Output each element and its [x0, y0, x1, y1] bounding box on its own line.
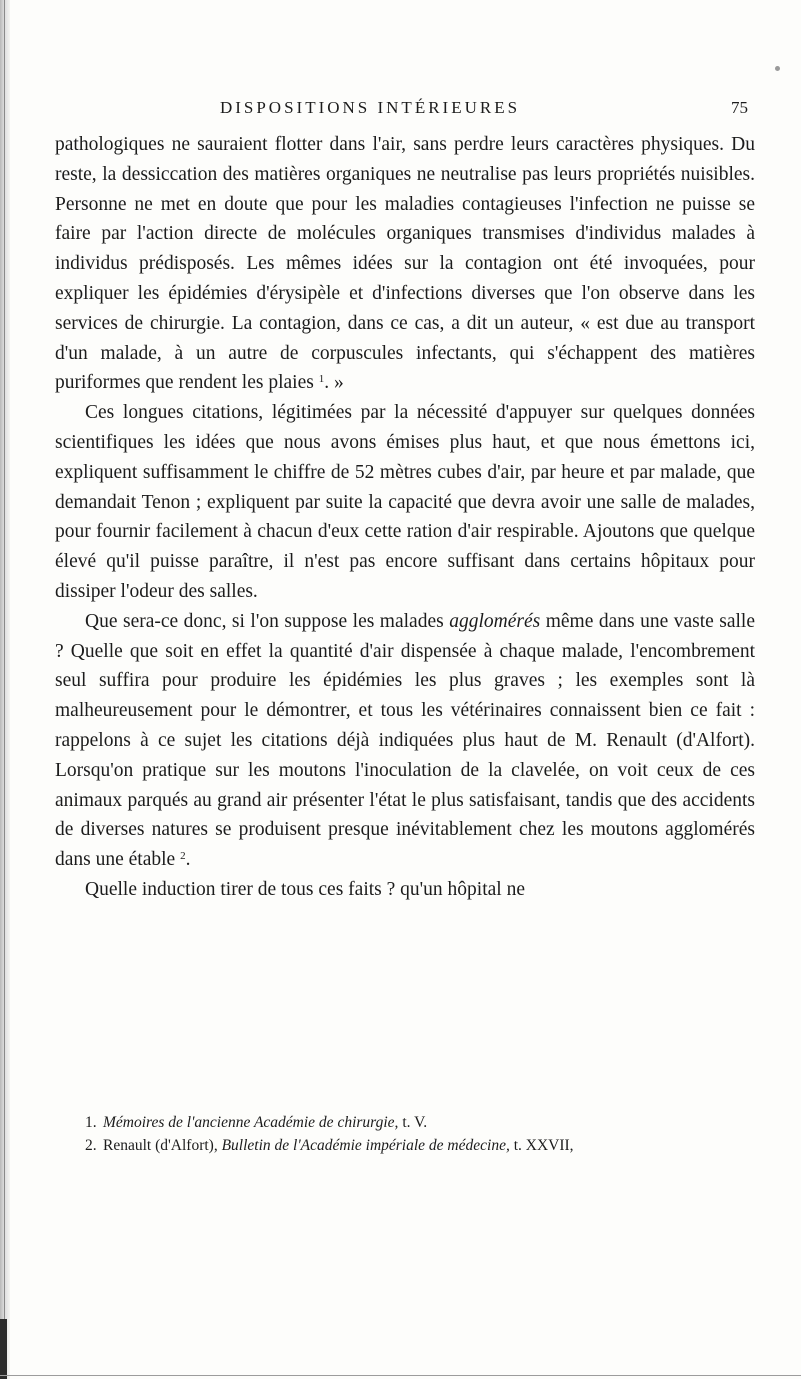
footnote-1 [55, 1111, 755, 1134]
page-spine-shadow [0, 0, 10, 1379]
footnote-2-title: Bulletin de l'Académie impériale de médecine, [221, 1137, 510, 1154]
running-title: DISPOSITIONS INTÉRIEURES [219, 98, 521, 117]
paragraph-1-text: pathologiques ne sauraient flotter dans l'air, sans perdre leurs caractères physiques. Du reste, la dessiccation des matières organiques ne neutralise pas leurs propriétés nuisibles. Personne ne met en doute que pour les maladies contagieuses l'infection ne puisse se faire par l'action directe de molécules organiques transmises d'individus malades à individus prédisposés. Les mêmes idées sur la contagion ont été invoquées, pour expliquer les épidémies d'érysipèle et d'infections diverses que l'on observe dans les services de chirurgie. La contagion, dans ce cas, a dit un auteur, « est due au transport d'un malade, à un autre de corpuscules infectants, qui s'échappent des matières puriformes que rendent les plaies [55, 134, 755, 394]
paragraph-3 [55, 607, 755, 875]
footnotes [55, 1111, 755, 1157]
footnote-2-author: Renault (d'Alfort), [103, 1137, 218, 1154]
paragraph-3-italic: agglomérés [449, 610, 541, 632]
spine-fold-line [4, 0, 5, 1379]
paragraph-4: Quelle induction tirer de tous ces faits ? qu'un hôpital ne [85, 878, 525, 900]
paragraph-3-end: . [185, 849, 191, 871]
paragraph-1-end: . » [324, 372, 344, 394]
paragraph-3-rest: même dans une vaste salle ? Quelle que soit en effet la quantité d'air dispensée à chaque malade, l'encombrement seul suffira pour produire les épidémies les plus graves ; les exemples sont là malheureusement pour le démontrer, et tous les vétérinaires connaissent bien ce fait : rappelons à ce sujet les citations déjà indiquées plus haut de M. Renault (d'Alfort). Lorsqu'on pratique sur les moutons l'inoculation de la clavelée, on voit ceux de ces animaux parqués au grand air présenter l'état le plus satisfaisant, tandis que des accidents de diverses natures se produisent presque inévitablement chez les moutons agglomérés dans une étable [55, 610, 755, 871]
spine-dark-corner [0, 1319, 7, 1379]
footnote-ref-2: 2 [180, 850, 186, 863]
footnote-1-title: Mémoires de l'ancienne Académie de chirurgie, [103, 1114, 399, 1131]
footnote-1-number: 1. [85, 1114, 97, 1131]
footnote-ref-1: 1 [318, 373, 325, 386]
paragraph-3-start: Que sera-ce donc, si l'on suppose les malades [85, 610, 444, 632]
footnote-2-number: 2. [85, 1137, 97, 1154]
paragraph-1 [55, 130, 755, 398]
paragraph-2: Ces longues citations, légitimées par la nécessité d'appuyer sur quelques données scientifiques les idées que nous avons émises plus haut, et que nous émettons ici, expliquent suffisamment le chiffre de 52 mètres cubes d'air, par heure et par malade, que demandait Tenon ; expliquent par suite la capacité que devra avoir une salle de malades, pour fournir facilement à chacun d'eux cette ration d'air respirable. Ajoutons que quelque élevé qu'il puisse paraître, il n'est pas encore suffisant dans certains hôpitaux pour dissiper l'odeur des salles. [55, 402, 755, 602]
footnote-2 [55, 1134, 755, 1157]
footnote-1-rest: t. V. [402, 1114, 428, 1131]
page-bottom-edge [0, 1375, 801, 1376]
page-header [0, 98, 801, 122]
paper-speck [775, 66, 780, 71]
page-number: 75 [731, 98, 748, 117]
footnote-2-rest: t. XXVII, [513, 1137, 574, 1154]
body-text [55, 130, 755, 905]
